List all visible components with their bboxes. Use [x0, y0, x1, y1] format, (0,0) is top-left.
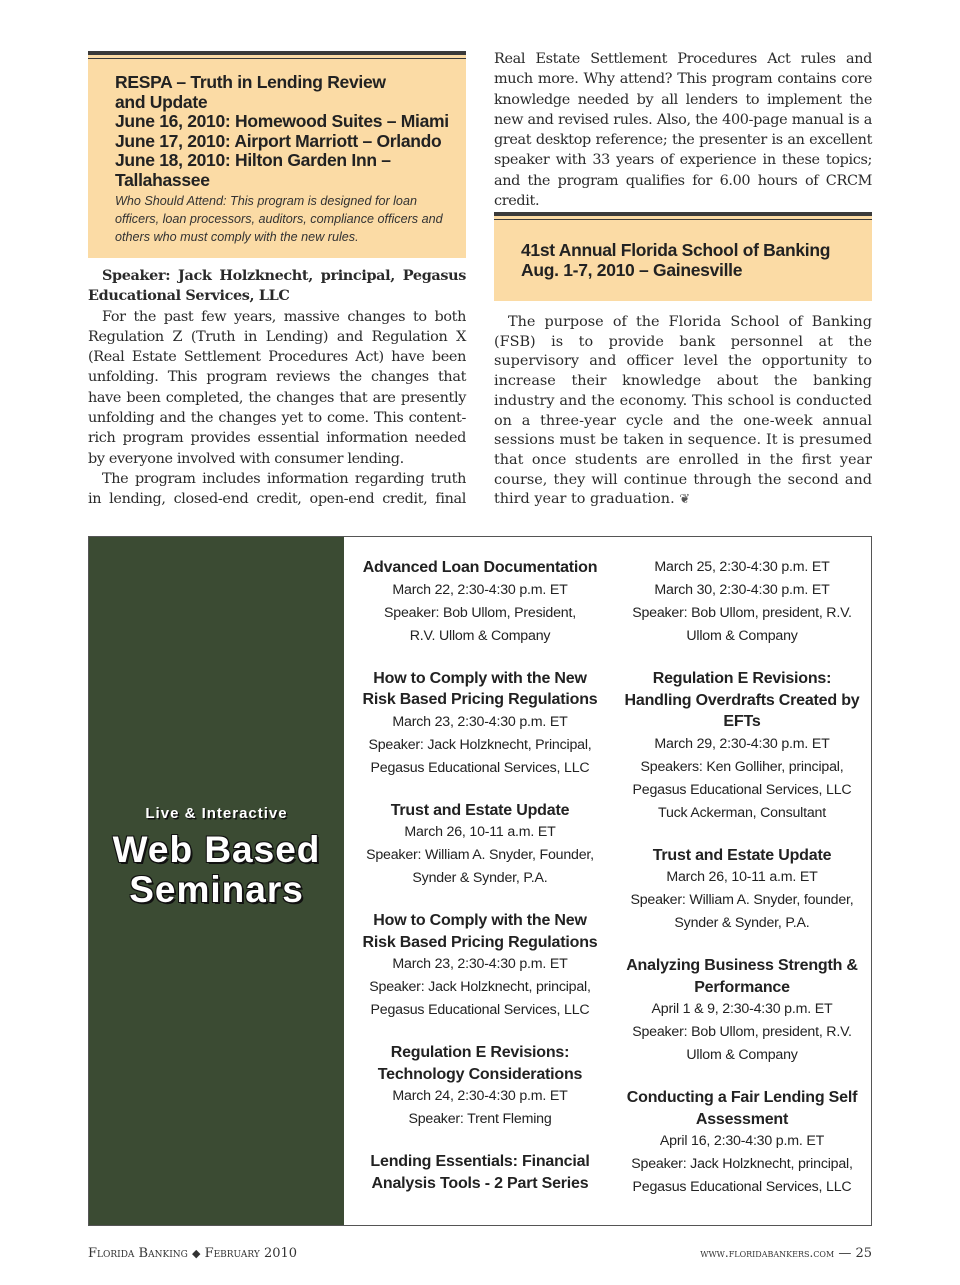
seminars-column-2: [611, 556, 873, 1219]
seminar-detail: March 26, 10-11 a.m. ET: [404, 824, 556, 840]
web-seminars-panel: [88, 536, 872, 1226]
seminar-event: [351, 668, 609, 780]
seminar-title: Trust and Estate Update: [390, 801, 570, 819]
seminar-title: Performance: [694, 978, 790, 996]
seminar-title: Risk Based Pricing Regulations: [362, 933, 598, 951]
seminar-event: [351, 800, 609, 891]
seminar-detail: April 16, 2:30-4:30 p.m. ET: [659, 1133, 825, 1149]
magazine-name: Florida Banking: [88, 1246, 188, 1261]
seminar-detail: Speaker: Bob Ullom, president, R.V.: [632, 1024, 852, 1040]
seminar-detail: Speaker: William A. Snyder, Founder,: [366, 847, 594, 863]
footer-separator: —: [838, 1246, 852, 1261]
seminar-detail: Speaker: Bob Ullom, president, R.V.: [632, 605, 852, 621]
fsb-paragraph: The purpose of the Florida School of Banking (FSB) is to provide bank personnel at the supervisory and officer level the opportunity to increase their knowledge about the banking industry and the economy. This school is conducted on a three-year cycle and the one-week annual sessions must be taken in sequence. It is presumed that once students are enrolled in the first year course, they will continue through the second and third year to graduation.: [494, 314, 872, 508]
seminar-detail: Speaker: Jack Holzknecht, Principal,: [368, 736, 592, 753]
seminar-title: Advanced Loan Documentation: [362, 559, 598, 576]
end-mark-icon: ❦: [679, 492, 691, 508]
seminar-detail: Speaker: Jack Holzknecht, principal,: [631, 1156, 853, 1172]
seminar-title: EFTs: [723, 713, 761, 730]
seminar-detail: Speaker: William A. Snyder, founder,: [630, 892, 854, 908]
seminars-column-1: [351, 557, 609, 1214]
seminars-banner: [89, 537, 344, 1225]
respa-title: [115, 73, 456, 191]
article-paragraph: The program includes information regarding truth in lending, closed-end credit, open-end credit, final: [88, 470, 466, 508]
respa-title-line: RESPA – Truth in Lending Review: [115, 72, 386, 92]
seminar-title: Analyzing Business Strength &: [626, 957, 858, 974]
seminar-title: Regulation E Revisions:: [652, 670, 832, 687]
seminar-detail: March 22, 2:30-4:30 p.m. ET: [392, 581, 568, 598]
seminar-title: Regulation E Revisions:: [390, 1044, 570, 1061]
seminar-detail: R.V. Ullom & Company: [409, 627, 551, 644]
seminar-title: Technology Considerations: [377, 1065, 583, 1083]
footer-left: [88, 1246, 297, 1261]
seminar-title: Handling Overdrafts Created by: [624, 691, 860, 709]
seminar-title: Lending Essentials: Financial: [370, 1153, 590, 1170]
respa-note: Who Should Attend: This program is designed for loan officers, loan processors, auditors, compliance officers and others who must comply with the new rules.: [115, 193, 443, 244]
article-paragraph: Real Estate Settlement Procedures Act rules and much more. Why attend? This program contains core knowledge needed by all lenders to implement the new and revised rules. Also, the 400-page manual is a great desktop reference; the presenter is an excellent speaker with 33 years of experience in these topics; and the program qualifies for 6.00 hours of CRCM credit.: [494, 51, 872, 210]
seminar-detail: Pegasus Educational Services, LLC: [370, 759, 590, 776]
seminar-detail: March 23, 2:30-4:30 p.m. ET: [392, 956, 568, 972]
seminar-event: [351, 557, 609, 648]
seminar-detail: April 1 & 9, 2:30-4:30 p.m. ET: [651, 1001, 833, 1017]
seminar-detail: Ullom & Company: [686, 1047, 798, 1063]
seminar-title: Trust and Estate Update: [652, 846, 832, 864]
seminars-heading-line: Seminars: [129, 869, 304, 910]
article-paragraph: For the past few years, massive changes to both Regulation Z (Truth in Lending) and Regulation X (Real Estate Settlement Procedures Act) have been unfolding. This program reviews the changes that have been completed, the changes that are presently unfolding and the changes yet to come. This content-rich program provides essential information needed by everyone involved with consumer lending.: [88, 308, 466, 467]
respa-title-line: June 18, 2010: Hilton Garden Inn –: [115, 150, 391, 171]
seminar-event: [351, 1151, 609, 1194]
website-url: www.floridabankers.com: [700, 1246, 835, 1260]
issue-date: February 2010: [204, 1246, 298, 1261]
seminar-title: Conducting a Fair Lending Self: [626, 1089, 858, 1106]
speaker-line: Speaker: Jack Holzknecht, principal, Pegasus Educational Services, LLC: [88, 267, 466, 305]
seminar-event: [611, 845, 873, 936]
respa-title-line: Tallahassee: [115, 169, 210, 190]
seminar-title: Analysis Tools - 2 Part Series: [371, 1174, 589, 1192]
seminar-detail: March 26, 10-11 a.m. ET: [666, 869, 818, 885]
respa-title-line: June 17, 2010: Airport Marriott – Orlando: [115, 130, 442, 151]
fsb-box: [494, 212, 872, 301]
seminar-detail: Pegasus Educational Services, LLC: [370, 1002, 590, 1018]
seminars-heading: [89, 830, 344, 910]
seminar-detail: Synder & Synder, P.A.: [674, 915, 810, 931]
seminar-detail: Ullom & Company: [686, 628, 798, 644]
fsb-title-line: Aug. 1-7, 2010 – Gainesville: [521, 259, 743, 280]
footer-right: [700, 1246, 872, 1261]
seminar-detail: Speaker: Bob Ullom, President,: [384, 604, 576, 621]
seminar-event: [611, 668, 873, 825]
seminar-event: [611, 955, 873, 1067]
seminar-detail: Pegasus Educational Services, LLC: [632, 1179, 852, 1195]
page-number: 25: [855, 1246, 872, 1261]
right-top-text: [494, 49, 872, 211]
seminar-event: [611, 556, 873, 648]
respa-title-line: and Update: [115, 91, 208, 112]
seminar-detail: Tuck Ackerman, Consultant: [658, 804, 826, 821]
seminar-detail: Synder & Synder, P.A.: [412, 870, 548, 886]
seminar-detail: March 24, 2:30-4:30 p.m. ET: [392, 1088, 568, 1104]
seminar-event: [351, 910, 609, 1022]
left-article: [88, 266, 466, 510]
seminar-event: [611, 1087, 873, 1199]
seminar-detail: Speaker: Trent Fleming: [408, 1111, 552, 1127]
seminars-heading-line: Web Based: [112, 829, 321, 870]
seminar-title: Risk Based Pricing Regulations: [362, 691, 598, 708]
fsb-title: [521, 241, 862, 280]
seminar-detail: March 23, 2:30-4:30 p.m. ET: [392, 713, 568, 730]
seminar-detail: Pegasus Educational Services, LLC: [632, 781, 852, 798]
seminar-detail: Speaker: Jack Holzknecht, principal,: [369, 979, 591, 995]
seminar-detail: March 29, 2:30-4:30 p.m. ET: [654, 735, 830, 752]
seminar-title: Assessment: [695, 1110, 789, 1128]
article-paragraph: [494, 313, 872, 510]
seminar-detail: March 30, 2:30-4:30 p.m. ET: [654, 582, 830, 598]
respa-title-line: June 16, 2010: Homewood Suites – Miami: [115, 111, 449, 132]
seminar-event: [351, 1042, 609, 1131]
respa-box: [88, 51, 466, 258]
seminar-detail: Speakers: Ken Golliher, principal,: [640, 758, 844, 775]
seminar-title: How to Comply with the New: [373, 912, 587, 929]
seminar-detail: March 25, 2:30-4:30 p.m. ET: [654, 559, 830, 575]
seminar-title: How to Comply with the New: [373, 669, 587, 687]
seminars-kicker: Live & Interactive: [145, 805, 288, 822]
fsb-title-line: 41st Annual Florida School of Banking: [521, 240, 831, 260]
diamond-icon: ◆: [191, 1247, 201, 1260]
fsb-text: [494, 313, 872, 510]
